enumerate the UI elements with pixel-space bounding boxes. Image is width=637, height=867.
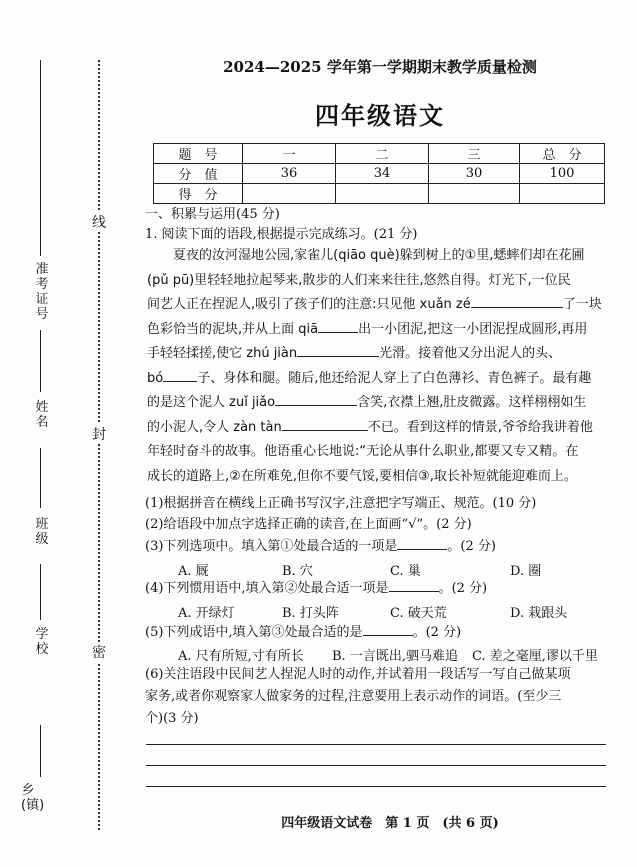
option-4b: B. 打头阵 — [282, 606, 339, 621]
sub-question-6-line: 个)(3 分) — [145, 711, 199, 726]
seal-char-line: 线 — [91, 212, 107, 232]
sub-question-1: (1)根据拼音在横线上正确书写汉字,注意把字写端正、规范。(10 分) — [145, 496, 537, 511]
score-cell: 二 — [336, 144, 429, 164]
passage-line: 成长的道路上,②在所难免,但你不要气馁,要相信③,取长补短就能迎难而上。 — [147, 468, 577, 484]
option-3d: D. 圈 — [510, 564, 542, 579]
passage-line: 的是这个泥人 zuǐ jiǎo 含笑,衣襟上翘,肚皮微露。这样栩栩如生 — [147, 391, 609, 416]
page-footer: 四年级语文试卷 第 1 页 (共 6 页) — [281, 816, 499, 831]
sub-question-6-line: (6)关注语段中民间艺人捏泥人时的动作,并试着用一段话写一写自己做某项 — [145, 667, 571, 682]
answer-blank-5[interactable] — [363, 622, 413, 636]
option-4c: C. 破天荒 — [390, 606, 447, 621]
option-3c: C. 巢 — [390, 564, 421, 579]
question-1-prompt: 1. 阅读下面的语段,根据提示完成练习。(21 分) — [145, 227, 418, 242]
binding-dotted-line — [98, 60, 100, 830]
sub-question-5: (5)下列成语中,填入第③处最合适的是 。(2 分) — [145, 622, 461, 644]
exam-title: 2024—2025 学年第一学期期末教学质量检测 — [223, 58, 537, 76]
blank-zhujian[interactable] — [297, 343, 379, 357]
blank-zuijiao[interactable] — [275, 392, 357, 406]
option-3a: A. 厩 — [178, 564, 209, 579]
score-table-row — [154, 184, 605, 204]
blank-xuanze[interactable] — [471, 294, 563, 308]
score-table-row — [154, 144, 605, 164]
answer-blank-3[interactable] — [397, 536, 447, 550]
sub-question-3: (3)下列选项中。填入第①处最合适的一项是 。(2 分) — [145, 536, 496, 558]
seal-char-secret: 密 — [91, 642, 107, 662]
passage-line: 色彩恰当的泥块,并从上面 qiā 出一小团泥,把这一小团泥捏成圆形,再用 — [147, 318, 609, 343]
option-5c: C. 差之毫厘,谬以千里 — [472, 649, 598, 664]
sub-question-2: (2)给语段中加点字选择正确的读音,在上面画“√”。(2 分) — [145, 517, 472, 532]
score-entry[interactable] — [243, 184, 336, 204]
passage-line: 年轻时奋斗的故事。他语重心长地说:“无论从事什么职业,都要又专又精。在 — [147, 444, 579, 459]
score-cell: 得 分 — [154, 184, 243, 204]
answer-line[interactable] — [146, 765, 606, 766]
class-label: 班级 — [35, 517, 49, 547]
school-line — [40, 564, 41, 620]
score-cell: 总 分 — [520, 144, 605, 164]
score-cell: 一 — [243, 144, 336, 164]
option-3b: B. 穴 — [282, 564, 313, 579]
score-cell: 分 值 — [154, 164, 243, 184]
subject-title: 四年级语文 — [315, 101, 445, 130]
passage-line: 的小泥人,令人 zàn tàn 不已。看到这样的情景,爷爷给我讲着他 — [147, 416, 609, 441]
score-entry[interactable] — [520, 184, 605, 204]
score-entry[interactable] — [429, 184, 520, 204]
sub-question-4: (4)下列惯用语中,填入第②处最合适一项是 。(2 分) — [145, 578, 487, 600]
passage-line: 手轻轻揉搓,使它 zhú jiàn 光滑。接着他又分出泥人的头、 — [147, 342, 609, 367]
score-table — [153, 143, 605, 204]
answer-line[interactable] — [146, 786, 606, 787]
township-line — [40, 725, 41, 777]
option-4a: A. 开绿灯 — [178, 606, 235, 621]
passage-line: 夏夜的汝河湿地公园,家雀儿(qiāo què)躲到树上的①里,蟋蟀们却在花圃 — [173, 248, 585, 263]
passage-line: bó 子、身体和腿。随后,他还给泥人穿上了白色薄衫、青色裤子。最有趣 — [147, 367, 609, 392]
exam-number-label: 准考证号 — [35, 262, 49, 322]
section-heading: 一、积累与运用(45 分) — [145, 207, 280, 222]
reading-passage — [147, 244, 609, 489]
school-label: 学校 — [35, 627, 49, 657]
name-label: 姓名 — [35, 400, 49, 430]
score-cell: 30 — [429, 164, 520, 184]
score-entry[interactable] — [336, 184, 429, 204]
class-line — [40, 448, 41, 508]
score-cell: 34 — [336, 164, 429, 184]
score-cell: 100 — [520, 164, 605, 184]
score-cell: 题 号 — [154, 144, 243, 164]
answer-line[interactable] — [146, 744, 606, 745]
score-cell: 36 — [243, 164, 336, 184]
score-table-row — [154, 164, 605, 184]
passage-line: 间艺人正在捏泥人,吸引了孩子们的注意:只见他 xuǎn zé 了一块 — [147, 293, 609, 318]
option-5b: B. 一言既出,驷马难追 — [332, 649, 458, 664]
answer-blank-4[interactable] — [389, 578, 439, 592]
name-line — [40, 330, 41, 392]
exam-number-line — [40, 60, 41, 256]
option-5a: A. 尺有所短,寸有所长 — [178, 649, 304, 664]
blank-bo[interactable] — [163, 368, 197, 382]
blank-qia[interactable] — [318, 319, 358, 333]
blank-zantan[interactable] — [282, 417, 368, 431]
sub-question-6-line: 家务,或者你观察家人做家务的过程,注意要用上表示动作的词语。(至少三 — [145, 689, 562, 704]
township-label: 乡(镇) — [21, 783, 45, 813]
passage-line: (pǔ pū)里轻轻地拉起琴来,散步的人们来来往往,悠然自得。灯光下,一位民 — [147, 272, 571, 288]
option-4d: D. 栽跟头 — [510, 606, 568, 621]
score-cell: 三 — [429, 144, 520, 164]
seal-char-seal: 封 — [91, 424, 107, 444]
